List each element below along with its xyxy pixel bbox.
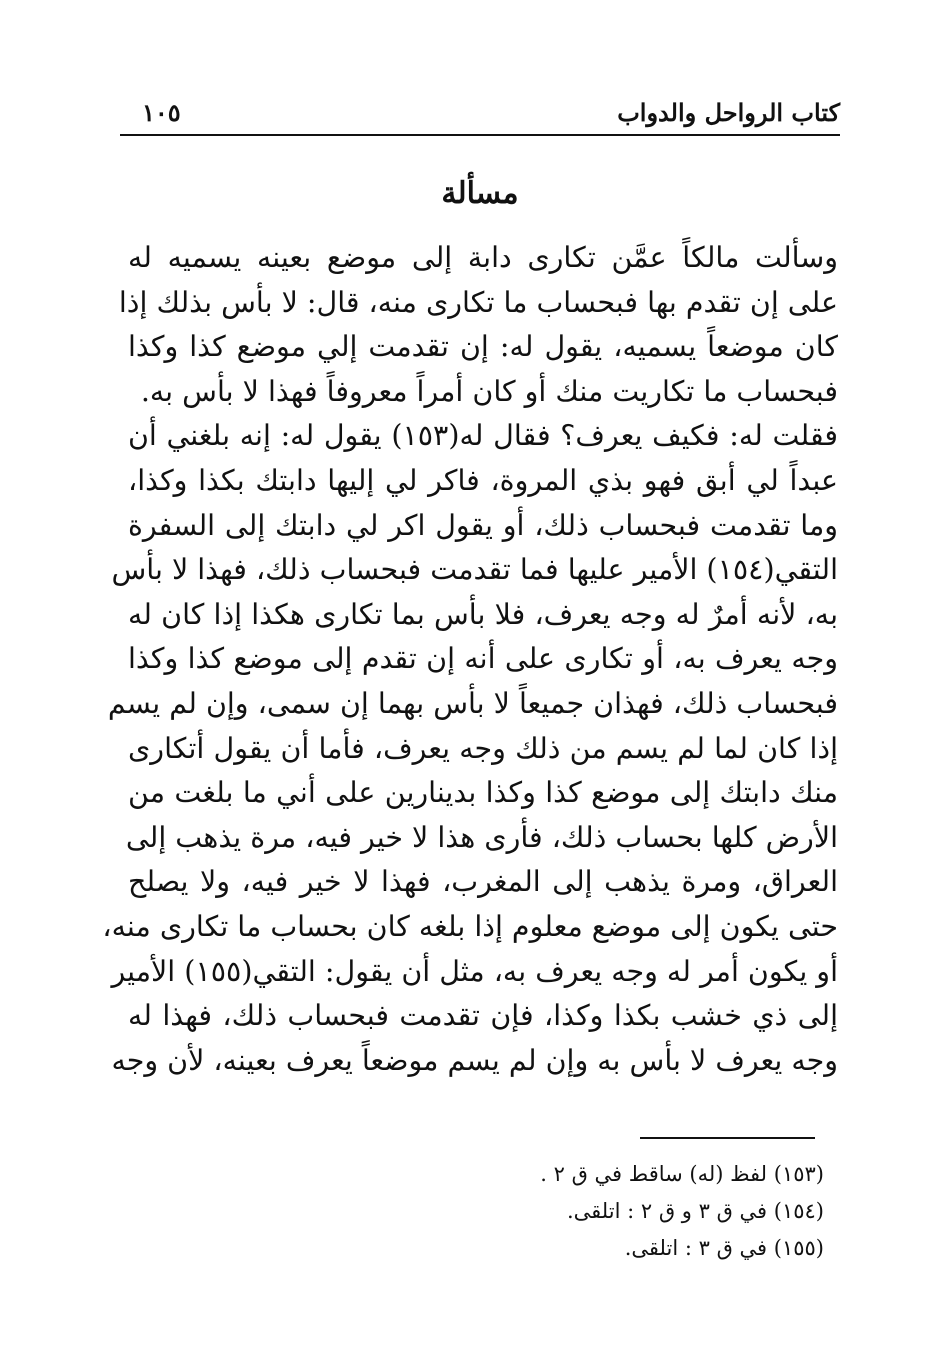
header-rule (120, 134, 840, 136)
body-line: فبحساب ذلك، فهذان جميعاً لا بأس بهما إن سمى، وإن لم يسم (107, 686, 838, 720)
body-line: العراق، ومرة يذهب إلى المغرب، فهذا لا خير فيه، ولا يصلح (128, 865, 838, 899)
body-line: التقي(١٥٤) الأمير عليها فما تقدمت فبحساب ذلك، فهذا لا بأس (111, 553, 838, 587)
body-line: عبداً لي أبق فهو بذي المروة، فاكر لي إليها دابتك بكذا وكذا، (128, 463, 838, 497)
body-line: وجه يعرف به، أو تكارى على أنه إن تقدم إلى موضع كذا وكذا (128, 642, 838, 676)
body-line: وسألت مالكاً عمَّن تكارى دابة إلى موضع بعينه يسميه له (128, 241, 838, 274)
body-line: منك دابتك إلى موضع كذا وكذا بدينارين على أني ما بلغت من (128, 776, 838, 810)
footnote-rule (640, 1137, 815, 1139)
footnotes (380, 1156, 824, 1267)
body-line: به، لأنه أمرٌ له وجه يعرف، فلا بأس بما تكارى هكذا إذا كان له (128, 597, 838, 631)
body-line: الأرض كلها بحساب ذلك، فأرى هذا لا خير فيه، مرة يذهب إلى (125, 820, 838, 854)
body-line: كان موضعاً يسميه، يقول له: إن تقدمت إلي موضع كذا وكذا (128, 330, 838, 364)
body-line: إذا كان لما لم يسم من ذلك وجه يعرف، فأما أن يقول أتكارى (128, 731, 838, 765)
running-head (120, 96, 840, 132)
body-line: وما تقدمت فبحساب ذلك، أو يقول اكر لي دابتك إلى السفرة (128, 508, 838, 542)
body-line: حتى يكون إلى موضع معلوم إذا بلغه كان بحساب ما تكارى منه، (102, 909, 838, 943)
body-line: وجه يعرف لا بأس به وإن لم يسم موضعاً يعرف بعينه، لأن وجه (111, 1043, 838, 1077)
body-line: أو يكون أمر له وجه يعرف به، مثل أن يقول: التقي(١٥٥) الأمير (111, 954, 838, 988)
footnote-155: (١٥٥) في ق ٣ : اتلقى. (624, 1236, 824, 1260)
section-title: مسألة (441, 176, 519, 211)
body-line: فقلت له: فكيف يعرف؟ فقال له(١٥٣) يقول له: إنه بلغني أن (128, 419, 838, 453)
book-title: كتاب الرواحل والدواب (617, 98, 840, 127)
body-line: فبحساب ما تكاريت منك أو كان أمراً معروفاً فهذا لا بأس به. (140, 374, 838, 408)
page-number: ١٠٥ (142, 98, 181, 127)
body-text (102, 236, 838, 1083)
body-line: إلى ذي خشب بكذا وكذا، فإن تقدمت فبحساب ذلك، فهذا له (128, 999, 838, 1033)
body-line: على إن تقدم بها فبحساب ما تكارى منه، قال: لا بأس بذلك إذا (118, 285, 838, 319)
footnote-154: (١٥٤) في ق ٣ و ق ٢ : اتلقى. (567, 1199, 824, 1223)
footnote-153: (١٥٣) لفظ (له) ساقط في ق ٢ . (540, 1162, 824, 1186)
